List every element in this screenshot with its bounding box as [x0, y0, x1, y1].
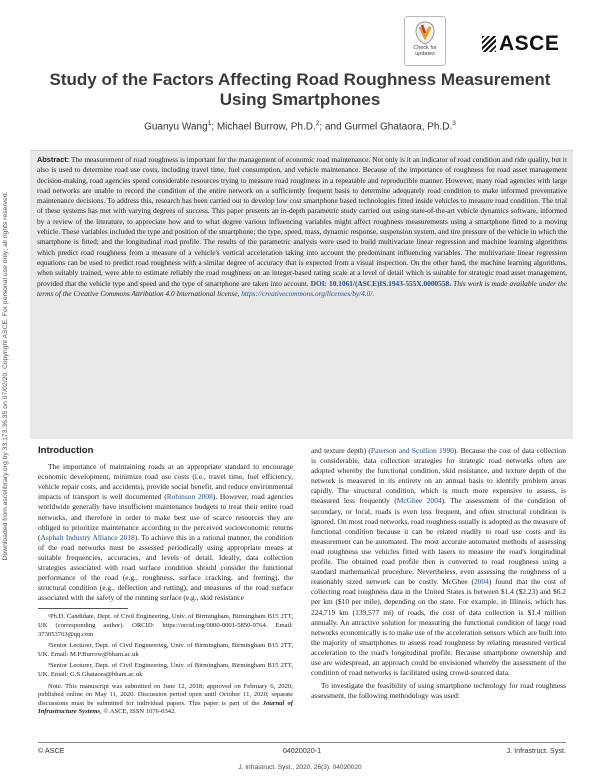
abstract-label: Abstract:: [37, 155, 70, 164]
note-text: , © ASCE, ISSN 1076-0342.: [100, 708, 177, 716]
side-note-text: Downloaded from ascelibrary.org by 33.173.36.35 on 07/02/20. Copyright ASCE. For personal use only; all rights reserved.: [2, 191, 9, 561]
footnote-rule: [38, 608, 128, 609]
asce-logo: [482, 32, 559, 56]
intro-text: ). To achieve this in a rational manner, the condition of the road networks must be assessed periodically using appropriate means at suitable frequencies, accuracies, and levels of detail. Ideally, data collection strategies associated with road surface condition should consider the functional performance of the road (e.g., roughness, surface cracking, and fretting), the structural condition (e.g., deflection and rutting), and measures of the road surface associated with the safety of the running surface (e.g., skid resistance: [38, 532, 293, 603]
abstract: [37, 155, 567, 299]
footnote-2: ²Senior Lecturer, Dept. of Civil Engineering, Univ. of Birmingham, Birmingham B15 2TT, UK. Email: M.P.Burrow@bham.ac.uk: [38, 642, 293, 658]
author-separator: ;: [211, 121, 217, 133]
open-access-statement: This work is made available under the terms of the Creative Commons Attribution 4.0 International license,: [37, 278, 568, 298]
intro-paragraph: [38, 462, 293, 603]
page-footer: [38, 742, 566, 755]
footer-page-number: 04020020-1: [282, 746, 322, 755]
section-heading-introduction: Introduction: [38, 445, 94, 456]
footnote-1: ¹Ph.D. Candidate, Dept. of Civil Engineering, Univ. of Birmingham, Birmingham B15 2TT, UK (corresponding author). ORCID: https://orcid.org/0000-0001-5850-9764. Email: 373053763@qq.com: [38, 613, 293, 638]
submission-note: [38, 683, 293, 717]
author-list: [40, 120, 560, 132]
author-separator: ; and: [319, 121, 345, 133]
asce-logo-text: ASCE: [499, 32, 560, 55]
citation-link[interactable]: Robinson 2008: [166, 492, 213, 502]
check-for-updates-badge[interactable]: [404, 16, 446, 66]
intro-paragraph-continued: [311, 446, 566, 678]
badge-line-2: updates: [415, 51, 435, 57]
footnote-3: ³Senior Lecturer, Dept. of Civil Engineering, Univ. of Birmingham, Birmingham B15 2TT, UK. Email: G.S.Ghataora@bham.ac.uk: [38, 662, 293, 678]
doi-link[interactable]: DOI: 10.1061/(ASCE)IS.1943-555X.0000558.: [310, 278, 452, 288]
right-column: [311, 446, 566, 704]
intro-text: ). However, road agencies worldwide generally have insufficient maintenance budgets to treat their entire road networks, and therefore in order to make best use of scarce resources they are obliged to prioritize maintenance according to the perceived socioeconomic returns (: [38, 492, 293, 542]
paper-title: Study of the Factors Affecting Road Roughness Measurement Using Smartphones: [49, 70, 551, 109]
citation-link[interactable]: Asphalt Industry Alliance 2018: [40, 532, 135, 542]
journal-name: Journal of Infrastructure Systems: [38, 699, 293, 716]
citation-link[interactable]: Paterson and Scullion 1990: [370, 446, 454, 455]
citation-link[interactable]: McGhee 2004: [396, 496, 442, 506]
footer-journal-abbrev: J. Infrastruct. Syst.: [506, 746, 566, 755]
intro-text: and texture depth) (: [311, 446, 371, 455]
author-affiliation-mark: 1: [207, 120, 212, 127]
license-link[interactable]: https://creativecommons.org/licenses/by/4.0/.: [241, 288, 375, 298]
note-text: Note. This manuscript was submitted on June 12, 2018; approved on February 6, 2020; published online on May 11, 2020. Discussion period open until October 11, 2020; separate discussions must be submitted for individual papers. This paper is part of the: [38, 682, 293, 707]
author-name: Guanyu Wang: [144, 121, 208, 133]
journal-citation-line: J. Infrastruct. Syst., 2020, 26(3): 04020020: [238, 764, 362, 771]
intro-text: ). Because the cost of data collection is considerable, data collection strategies for strategic road networks often are adopted whereby the functional condition, skid resistance, and texture depth of the network is measured in its entirety on an annual basis to identify problem areas rapidly. The structural condition, which is much more expensive to assess, is measured less frequently (: [311, 446, 566, 506]
intro-text: ). The assessment of the condition of secondary, or local, roads is even less frequent, and often structural condition is ignored. On most road networks, road roughness usually is adopted as the measure of functional condition because it can be related readily to road use costs and its measurement can be automated. The most accurate automated methods of assessing road roughness use vehicles fitted with lasers to measure the road's longitudinal profile. The obtained road profile then is converted to road roughness using a standard mathematical procedure. Nevertheless, even assessing the roughness of a reasonably sized network can be costly. McGhee (: [311, 496, 567, 587]
author-affiliation-mark: 3: [452, 120, 456, 127]
asce-logo-mark-icon: [482, 36, 496, 52]
footer-copyright: © ASCE: [38, 746, 65, 755]
badge-line-1: Check for: [413, 45, 437, 51]
download-side-note: [2, 120, 14, 620]
intro-paragraph: To investigate the feasibility of using smartphone technology for road roughness assessment, the following methodology was used:: [311, 681, 566, 701]
citation-link[interactable]: 2004: [473, 577, 489, 587]
intro-text: The importance of maintaining roads at an appropriate standard to encourage economic development, minimize road use costs (i.e., travel time, fuel efficiency, vehicle repair costs, and accidents), provide social benefit, and reduce environmental impacts of transport is well documented (: [38, 462, 293, 502]
left-column: [38, 446, 293, 720]
author-name: Michael Burrow, Ph.D.: [216, 121, 316, 133]
check-updates-icon: [414, 21, 436, 45]
author-name: Gurmel Ghataora, Ph.D.: [344, 121, 453, 133]
author-affiliation-mark: 2: [315, 120, 320, 127]
abstract-text: The measurement of road roughness is important for the management of economic road maintenance. Not only is it an indicator of road condition and ride quality, but it also is used to determine road use costs, including travel time, fuel consumption, and vehicle maintenance. Because of the importance of roughness for road asset management decision-making, road agencies spend considerable resources trying to measure road roughness in a repeatable and reproducible manner. However, many road agencies with large road networks are unable to record the condition of the entire network on a sufficiently frequent basis to determine adequately road condition to make informed preventative maintenance decisions. To address this, research has been carried out to develop low cost smartphone based technologies fitted inside vehicles to measure road condition. The trial of these systems has met with varying degrees of success. This paper presents an in-depth parametric study carried out using state-of-the-art vehicle dynamics software, informed by a review of the literature, to appreciate how and to what degree various influencing variables might affect roughness measurements using a smartphone fitted to a moving vehicle. These variables included the type and position of the smartphone; the type, speed, mass, dynamic response, suspension system, and tire pressure of the vehicle in which the smartphone is fitted; and the longitudinal road profile. The results of the parametric analysis were used to build multivariate linear regression and machine learning algorithms which predict road roughness from a measure of a vehicle's vertical acceleration taking into account the predominant influencing variables. The multivariate linear regression equations can be used to predict road roughness with a similar degree of accuracy that is expected from a visual inspection. On the other hand, the machine learning algorithms, when suitably trained, were able to estimate reliably the road roughness on an integer-based rating scale at a level of detail which is suitable for strategic road asset management, provided that the vehicle type and speed and the type of smartphone are taken into account.: [37, 155, 567, 288]
intro-text: ) found that the cost of collecting road roughness data in the United States is between $1.4 ($2.23) and $6.2 per km ($10 per mile), depending on the state. For example, in Illinois, which has 224,719 km (139,577 mi) of roads, the cost of data collection is $1.4 million annually. An attractive solution for measuring the functional condition of large road networks economically is to make use of the acceleration sensors which are built into the majority of smartphones to assess road roughness by relating measured vertical acceleration to the road's longitudinal profile. Because smartphone ownership and use are widespread, an approach could be envisioned whereby the assessment of the condition of road networks is facilitated using crowd-sourced data.: [311, 577, 567, 678]
